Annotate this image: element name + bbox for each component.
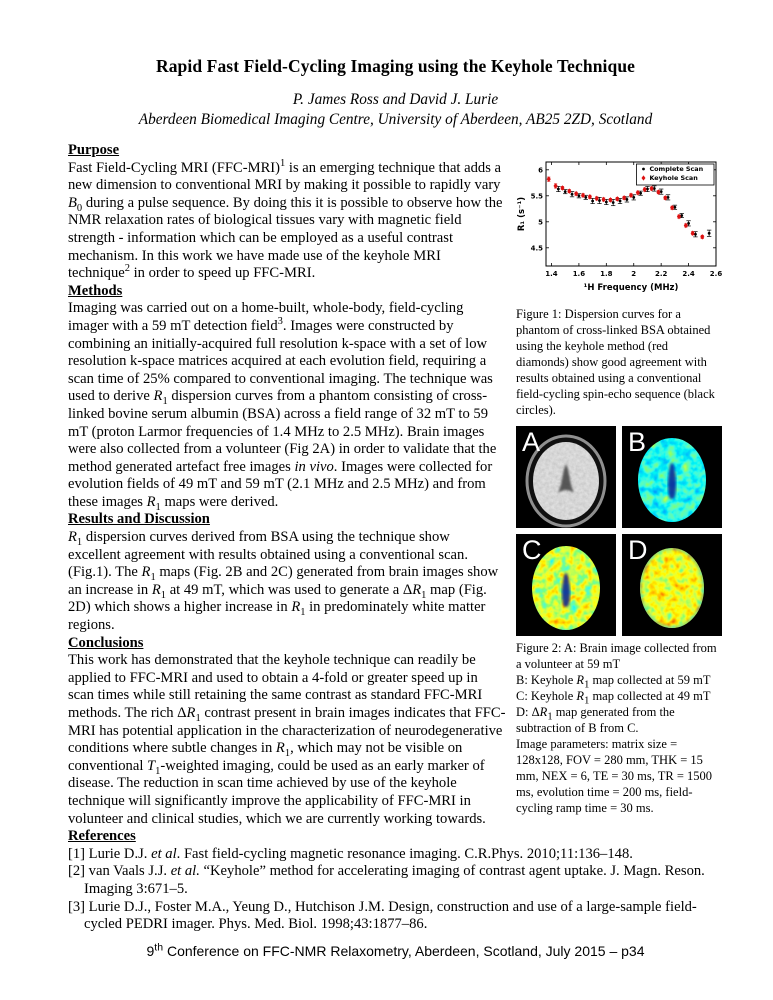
svg-text:6: 6 — [538, 166, 543, 175]
figure2-panel-b — [622, 426, 722, 528]
reference-item: [2] van Vaals J.J. et al. “Keyhole” method for accelerating imaging of contrast agent uptake. J. Magn. Reson. Imaging 3:671–5. — [68, 863, 705, 897]
section-heading-references: References — [68, 828, 136, 845]
figure2-panel-a — [516, 426, 616, 528]
svg-text:2.4: 2.4 — [682, 270, 695, 278]
svg-text:1.4: 1.4 — [545, 270, 558, 278]
reference-item: [3] Lurie D.J., Foster M.A., Yeung D., Hutchison J.M. Design, construction and use of a large-sample field-cycled PEDRI imager. Phys. Med. Biol. 1998;43:1877–86. — [68, 898, 697, 933]
figures-column — [516, 154, 723, 824]
purpose-paragraph: Fast Field-Cycling MRI $(FFC-MRI)^1$ is an emerging technique that adds a new dimension to conventional MRI by making it possible to rapidly vary $B_0$ during a pulse sequence. By doing this it is possible to observe how the NMR relaxation rates of biological tissues vary with magnetic field strength - information which can be employed as a useful contrast mechanism. In this work we have made use of the keyhole MRI technique$^2$ in order to speed up FFC-MRI. — [68, 157, 503, 282]
figure1-chart — [516, 154, 723, 302]
reference-item: [1] Lurie D.J. et al. Fast field-cycling magnetic resonance imaging. C.R.Phys. 2010;11:136–148. — [68, 845, 633, 862]
results-paragraph: $R_1$ dispersion curves derived from BSA using the technique show excellent agreement with results obtained using a conventional scan. (Fig.1). The $R_1$ maps (Fig. 2B and 2C) generated from brain images show an increase in $R_1$ at 49 mT, which was used to generate a $\Delta R_1$ map (Fig. 2D) which shows a higher increase in $R_1$ in predominately white matter regions. — [68, 529, 499, 634]
svg-text:1.6: 1.6 — [572, 270, 586, 278]
y-axis-label: R₁ (s⁻¹) — [517, 196, 527, 232]
conclusions-paragraph: This work has demonstrated that the keyhole technique can readily be applied to FFC-MRI and used to obtain a 4-fold or greater speed up in scan times while still retaining the same contrast as standard FFC-MRI methods. The rich $\Delta R_1$ contrast present in brain images indicates that FFC-MRI has potential application in the characterization of neurodegenerative conditions where subtle changes in $R_1$, which may not be visible on conventional $T_1$-weighted imaging, could be used as an early marker of disease. The reduction in scan time achieved by use of the keyhole technique will significantly improve the applicability of FFC-MRI in volunteer and clinical studies, which we are currently working towards. — [68, 652, 506, 827]
svg-text:Keyhole Scan: Keyhole Scan — [649, 174, 698, 182]
svg-text:2.2: 2.2 — [654, 270, 668, 278]
svg-text:2.6: 2.6 — [709, 270, 723, 278]
svg-text:2: 2 — [631, 270, 637, 278]
figure2-panel-c — [516, 534, 616, 636]
page-title: Rapid Fast Field-Cycling Imaging using the Keyhole Technique — [155, 56, 636, 76]
svg-text:Complete Scan: Complete Scan — [649, 165, 704, 173]
x-axis-label: ¹H Frequency (MHz) — [583, 283, 679, 293]
chart-legend — [636, 164, 714, 185]
section-heading-conclusions: Conclusions — [68, 634, 144, 651]
panel-label-b: B — [628, 427, 647, 457]
svg-text:4.5: 4.5 — [530, 244, 543, 253]
svg-text:1.8: 1.8 — [600, 270, 613, 278]
section-heading-results: Results and Discussion — [68, 511, 210, 528]
figure2-caption: Figure 2: A: Brain image collected from a volunteer at 59 mT B: Keyhole $R_1$ map collected at 59 mT C: Keyhole $R_1$ map collected at 49 mT D: $\Delta R_1$ map generated from the subtraction of B from C. Image parameters: matrix size = 128x128, FOV = 280 mm, THK = 15 mm, NEX = 6, TE = 30 ms, TR = 1500 ms, evolution time = 200 ms, field-cycling ramp time = 30 ms. — [516, 641, 717, 815]
methods-paragraph: Imaging was carried out on a home-built, whole-body, field-cycling imager with a 59 mT detection field$^3$. Images were constructed by combining an initially-acquired full resolution k-space with a set of low resolution k-space matrices acquired at each evolution field, requiring a scan time of 25% compared to conventional imaging. The technique was used to derive $R_1$ dispersion curves from a phantom consisting of cross-linked bovine serum albumin (BSA) across a field range of 32 mT to 59 mT (proton Larmor frequencies of 1.4 MHz to 2.5 MHz). Brain images were also collected from a volunteer (Fig 2A) in order to validate that the method generated artefact free images in vivo. Images were collected for evolution fields of 49 mT and 59 mT (2.1 MHz and 2.5 MHz) and from these images $R_1$ maps were derived. — [68, 300, 497, 513]
figure2-grid — [516, 426, 723, 636]
svg-text:5: 5 — [538, 218, 543, 227]
svg-text:5.5: 5.5 — [530, 192, 543, 201]
panel-label-c: C — [522, 535, 542, 565]
figure2-panel-d — [622, 534, 722, 636]
authors-line: P. James Ross and David J. Lurie — [292, 91, 499, 108]
affiliation-line: Aberdeen Biomedical Imaging Centre, University of Aberdeen, AB25 2ZD, Scotland — [138, 111, 653, 128]
section-heading-purpose: Purpose — [68, 142, 120, 158]
section-heading-methods: Methods — [68, 282, 123, 299]
panel-label-a: A — [522, 427, 541, 457]
figure1-caption: Figure 1: Dispersion curves for a phantom of cross-linked BSA obtained using the keyhole method (red diamonds) show good agreement with results obtained using a conventional field-cycling spin-echo sequence (black circles). — [516, 307, 715, 417]
panel-label-d: D — [628, 535, 648, 565]
footer-conference-line: 9th Conference on FFC-NMR Relaxometry, Aberdeen, Scotland, July 2015 – p34 — [146, 941, 645, 959]
